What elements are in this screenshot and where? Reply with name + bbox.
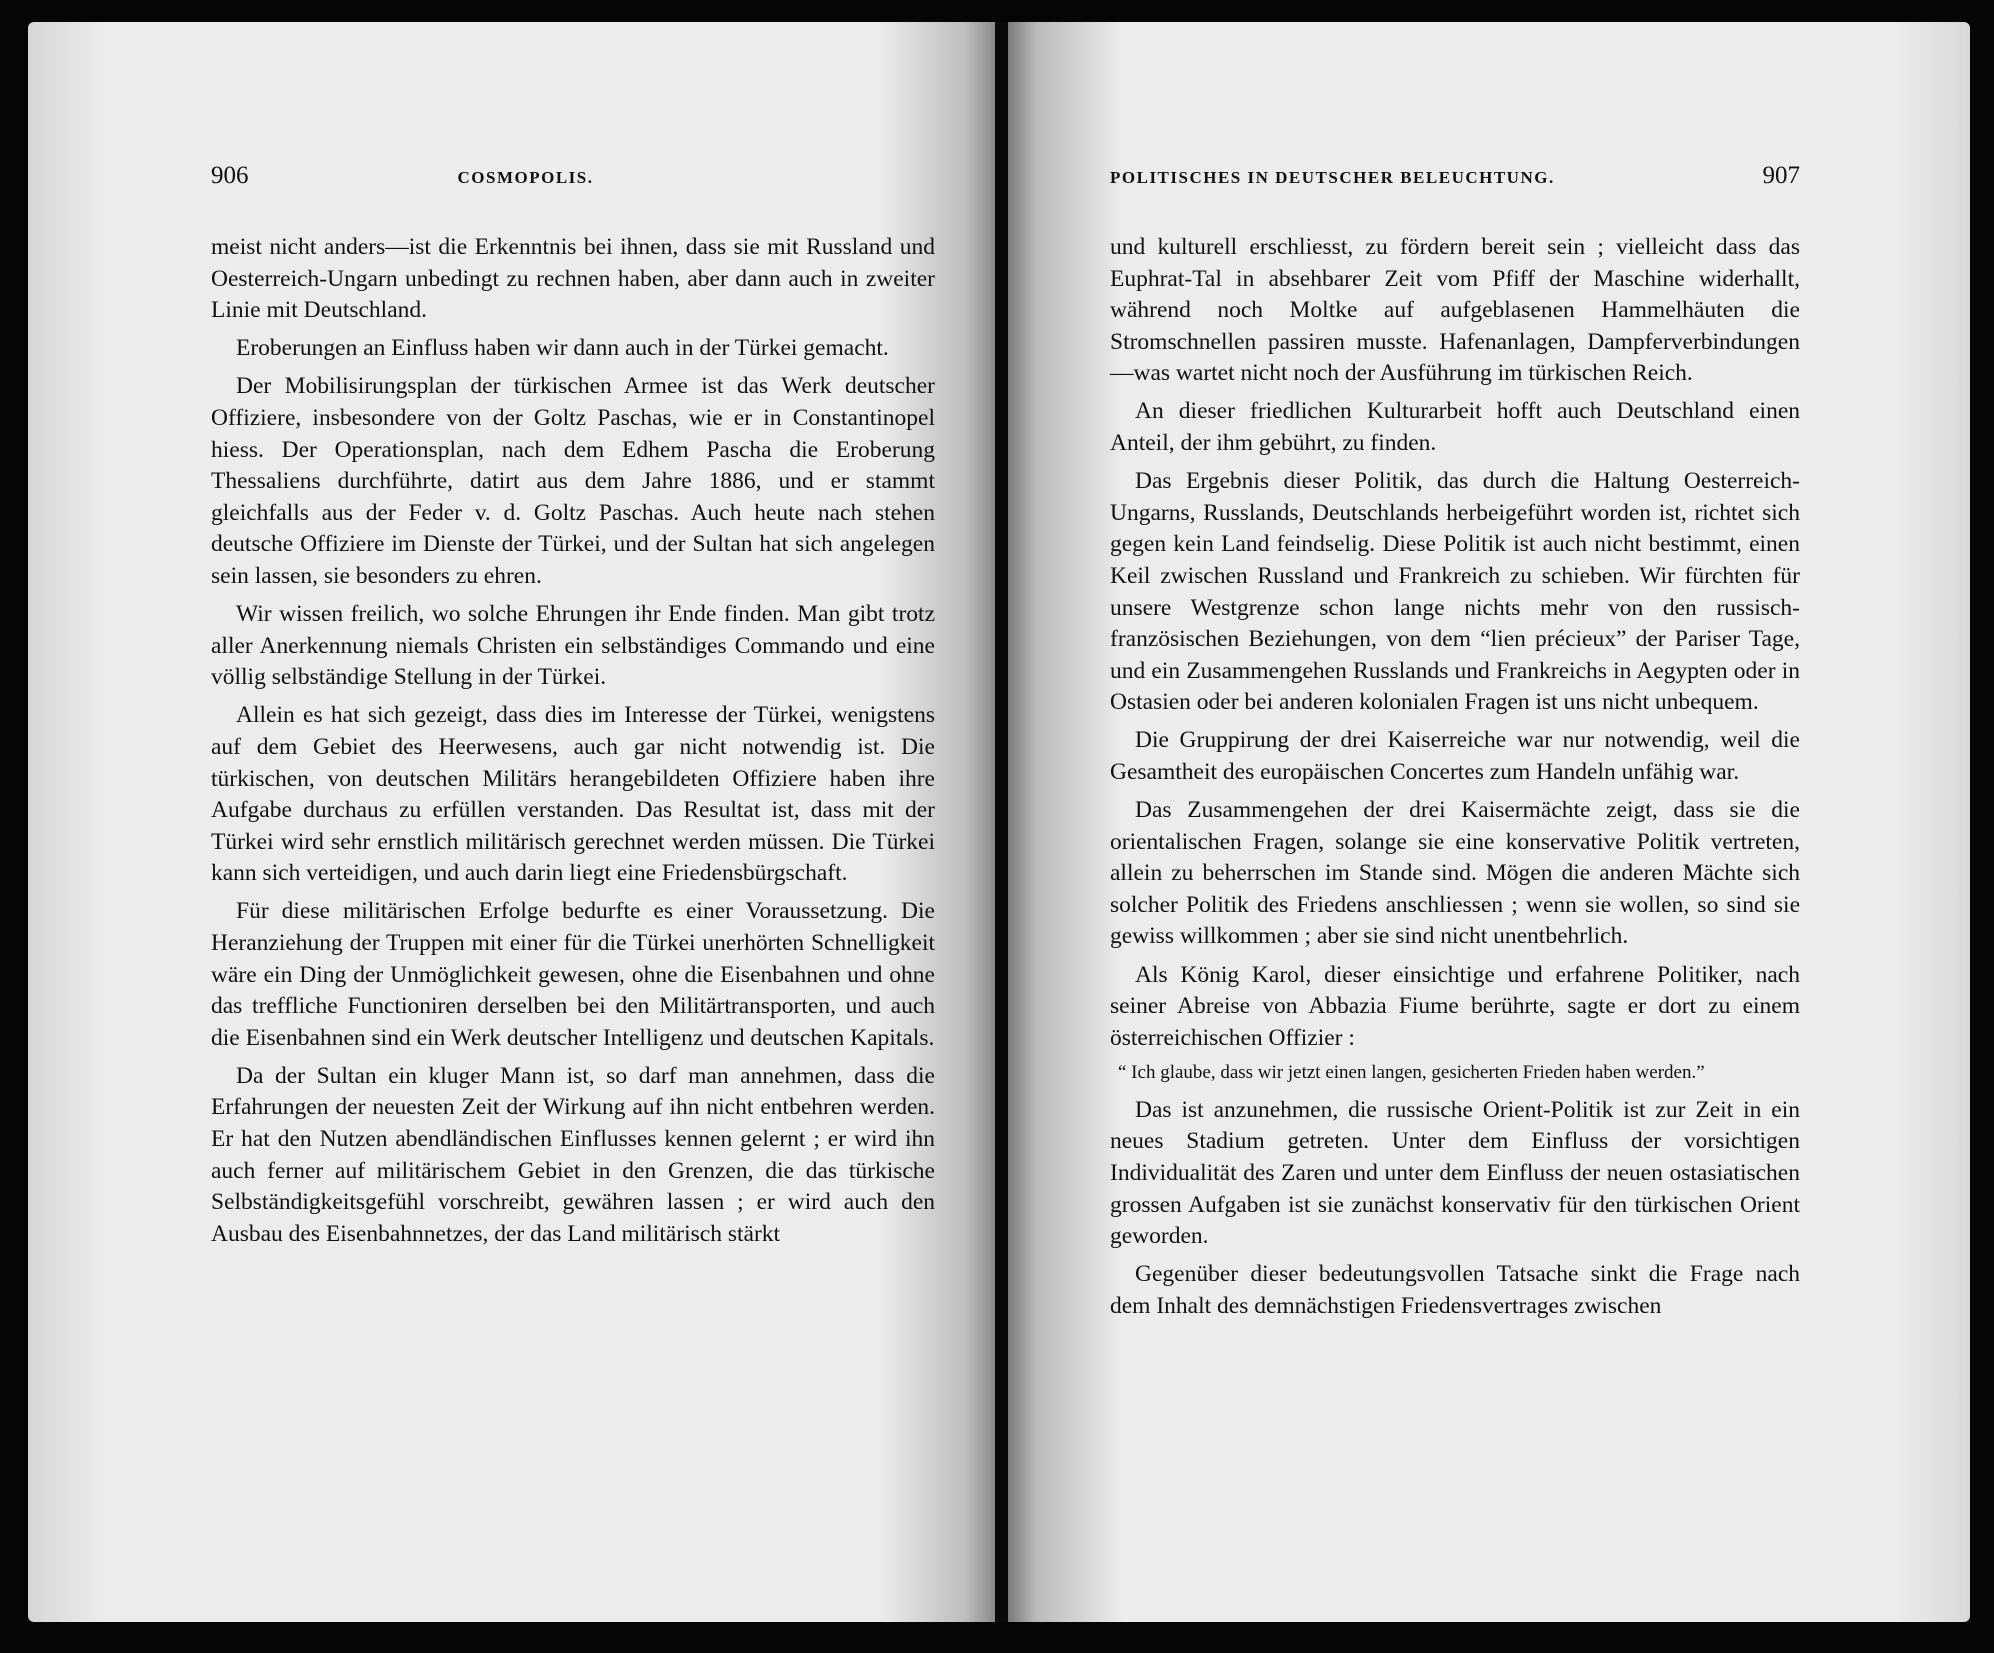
right-page bbox=[1008, 22, 1970, 1622]
right-page-header bbox=[1110, 162, 1800, 196]
paragraph: Für diese militärischen Erfolge bedurfte es einer Voraussetzung. Die Heranziehung der Truppen mit einer für die Türkei unerhörten Schnelligkeit wäre ein Ding der Unmöglichkeit gewesen, ohne die Eisenbahnen und ohne das treffliche Functioniren derselben bei den Militärtransporten, und auch die Eisenbahnen sind ein Werk deutscher Intelligenz und deutschen Kapitals. bbox=[211, 898, 935, 1051]
paragraph: Allein es hat sich gezeigt, dass dies im Interesse der Türkei, wenigstens auf dem Gebiet des Heerwesens, auch gar nicht notwendig ist. Die türkischen, von deutschen Militärs herangebildeten Offiziere haben ihre Aufgabe durchaus zu erfüllen verstanden. Das Resultat ist, dass mit der Türkei wird sehr ernstlich militärisch gerechnet werden müssen. Die Türkei kann sich verteidigen, und auch darin liegt eine Friedensbürgschaft. bbox=[211, 702, 935, 887]
page-number: 907 bbox=[1762, 162, 1800, 189]
right-page-body bbox=[1110, 232, 1800, 1329]
paragraph: Das ist anzunehmen, die russische Orient-Politik ist zur Zeit in ein neues Stadium getreten. Unter dem Einfluss der vorsichtigen Individualität des Zaren und unter dem Einfluss der neuen ostasiatischen grossen Aufgaben ist sie zunächst konservativ für den türkischen Orient geworden. bbox=[1110, 1096, 1800, 1250]
paragraph: Der Mobilisirungsplan der türkischen Armee ist das Werk deutscher Offiziere, insbesondere von der Goltz Paschas, wie er in Constantinopel hiess. Der Operationsplan, nach dem Edhem Pascha die Eroberung Thessaliens durchführte, datirt aus dem Jahre 1886, und er stammt gleichfalls aus der Feder v. d. Goltz Paschas. Auch heute nach stehen deutsche Offiziere im Dienste der Türkei, und der Sultan hat sich angelegen sein lassen, sie besonders zu ehren. bbox=[211, 373, 935, 589]
running-head: POLITISCHES IN DEUTSCHER BELEUCHTUNG. bbox=[1110, 168, 1555, 187]
paragraph: Das Zusammengehen der drei Kaisermächte zeigt, dass sie die orientalischen Fragen, solange sie eine konservative Politik vertreten, allein zu beherrschen im Stande sind. Mögen die anderen Mächte sich solcher Politik des Friedens anschliessen ; wenn sie wollen, so sind sie gewiss willkommen ; aber sie sind nicht unentbehrlich. bbox=[1110, 797, 1800, 950]
paragraph: und kulturell erschliesst, zu fördern bereit sein ; vielleicht dass das Euphrat-Tal in absehbarer Zeit vom Pfiff der Maschine widerhallt, während noch Moltke auf aufgeblasenen Hammelhäuten die Stromschnellen passiren musste. Hafenanlagen, Dampferverbindungen—was wartet nicht noch der Ausführung im türkischen Reich. bbox=[1110, 234, 1800, 387]
left-page bbox=[28, 22, 995, 1622]
paragraph: Die Gruppirung der drei Kaiserreiche war nur notwendig, weil die Gesamtheit des europäischen Concertes zum Handeln unfähig war. bbox=[1110, 727, 1800, 785]
left-page-header bbox=[211, 162, 933, 196]
block-quote: “ Ich glaube, dass wir jetzt einen langen, gesicherten Frieden haben werden.” bbox=[1118, 1061, 1705, 1083]
page-number: 906 bbox=[211, 162, 249, 189]
running-head: COSMOPOLIS. bbox=[457, 168, 594, 187]
paragraph: Eroberungen an Einfluss haben wir dann auch in der Türkei gemacht. bbox=[236, 335, 889, 362]
paragraph: Wir wissen freilich, wo solche Ehrungen ihr Ende finden. Man gibt trotz aller Anerkennung niemals Christen ein selbständiges Commando und eine völlig selbständige Stellung in der Türkei. bbox=[211, 601, 935, 691]
left-page-body bbox=[211, 232, 935, 1257]
book-gutter bbox=[995, 22, 1008, 1622]
paragraph: meist nicht anders—ist die Erkenntnis bei ihnen, dass sie mit Russland und Oesterreich-Ungarn unbedingt zu rechnen haben, aber dann auch in zweiter Linie mit Deutschland. bbox=[211, 234, 935, 324]
paragraph: An dieser friedlichen Kulturarbeit hofft auch Deutschland einen Anteil, der ihm gebührt, zu finden. bbox=[1110, 398, 1800, 457]
paragraph: Gegenüber dieser bedeutungsvollen Tatsache sinkt die Frage nach dem Inhalt des demnächstigen Friedensvertrages zwischen bbox=[1110, 1261, 1800, 1319]
paragraph: Da der Sultan ein kluger Mann ist, so darf man annehmen, dass die Erfahrungen der neuesten Zeit der Wirkung auf ihn nicht entbehren werden. Er hat den Nutzen abendländischen Einflusses kennen gelernt ; er wird ihn auch ferner auf militärischem Gebiet in den Grenzen, die das türkische Selbständigkeitsgefühl vorschreibt, gewähren lassen ; er wird auch den Ausbau des Eisenbahnnetzes, der das Land militärisch stärkt bbox=[211, 1062, 935, 1247]
paragraph: Als König Karol, dieser einsichtige und erfahrene Politiker, nach seiner Abreise von Abbazia Fiume berührte, sagte er dort zu einem österreichischen Offizier : bbox=[1110, 961, 1800, 1051]
paragraph: Das Ergebnis dieser Politik, das durch die Haltung Oesterreich-Ungarns, Russlands, Deutschlands herbeigeführt worden ist, richtet sich gegen kein Land feindselig. Diese Politik ist auch nicht bestimmt, einen Keil zwischen Russland und Frankreich zu schieben. Wir fürchten für unsere Westgrenze schon lange nichts mehr von den russisch-französischen Beziehungen, von dem “lien précieux” der Pariser Tage, und ein Zusammengehen Russlands und Frankreichs in Aegypten oder in Ostasien oder bei anderen kolonialen Fragen ist uns nicht unbequem. bbox=[1110, 468, 1800, 716]
